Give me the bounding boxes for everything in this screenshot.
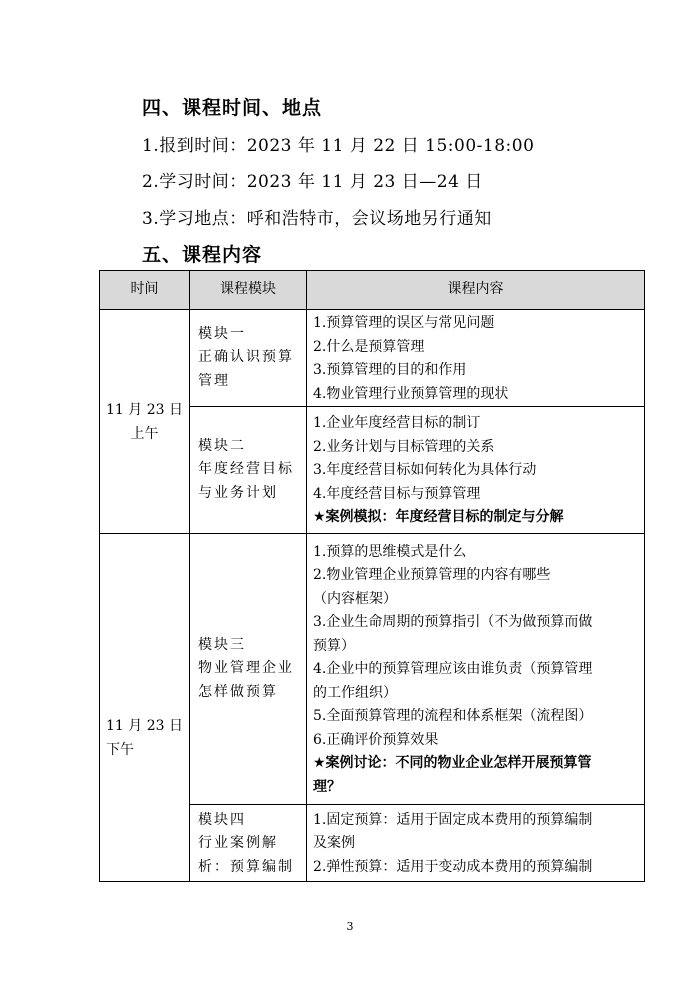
content-cell-3 (307, 534, 645, 805)
module-cell-2 (190, 407, 307, 534)
module-cell-3 (190, 534, 307, 805)
time-period: 上午 (130, 425, 159, 442)
table-row (100, 310, 645, 407)
header-module: 课程模块 (190, 271, 307, 310)
content-item: 1.企业年度经营目标的制订 (313, 415, 481, 432)
module-name-line: 正确认识预算 (198, 349, 294, 366)
header-time: 时间 (100, 271, 190, 310)
module-name-line: 行业案例解 (198, 835, 278, 852)
content-cell-4 (307, 805, 645, 882)
schedule-item-checkin: 1.报到时间：2023 年 11 月 22 日 15:00-18:00 (142, 136, 535, 156)
content-item: 2.物业管理企业预算管理的内容有哪些 (313, 567, 551, 584)
module-cell-4 (190, 805, 307, 882)
content-item: 1.预算的思维模式是什么 (313, 543, 467, 560)
module-name-line: 析：预算编制 (198, 858, 294, 875)
content-item: 2.业务计划与目标管理的关系 (313, 438, 495, 455)
content-item: 的工作组织） (313, 684, 397, 701)
content-item: （内容框架） (313, 590, 397, 607)
module-name-line: 年度经营目标 (198, 461, 294, 478)
section-heading-schedule: 四、课程时间、地点 (142, 97, 323, 119)
module-title: 模块三 (198, 636, 246, 653)
case-highlight-continued: 理？ (313, 778, 341, 795)
course-table (99, 270, 645, 882)
time-period: 下午 (106, 741, 134, 758)
time-cell-afternoon (100, 534, 190, 882)
content-item: 1.预算管理的误区与常见问题 (313, 315, 495, 331)
case-highlight: ★案例讨论：不同的物业企业怎样开展预算管 (313, 755, 592, 772)
schedule-item-study-time: 2.学习时间：2023 年 11 月 23 日—24 日 (142, 172, 483, 192)
time-cell-morning (100, 310, 190, 534)
content-item: 1.固定预算：适用于固定成本费用的预算编制 (313, 811, 593, 828)
content-cell-2 (307, 407, 645, 534)
content-item: 4.年度经营目标与预算管理 (313, 485, 481, 502)
module-title: 模块一 (198, 325, 246, 342)
content-item: 3.年度经营目标如何转化为具体行动 (313, 462, 537, 479)
content-item: 4.企业中的预算管理应该由谁负责（预算管理 (313, 661, 593, 678)
time-date: 11 月 23 日 (106, 401, 183, 418)
content-item: 2.弹性预算：适用于变动成本费用的预算编制 (313, 858, 593, 875)
content-item: 3.预算管理的目的和作用 (313, 362, 467, 378)
table-header-row (100, 271, 645, 310)
page-number: 3 (346, 920, 354, 933)
module-name-line: 怎样做预算 (198, 683, 278, 700)
time-date: 11 月 23 日 (106, 717, 183, 734)
content-item: 4.物业管理行业预算管理的现状 (313, 385, 509, 402)
content-item: 6.正确评价预算效果 (313, 731, 439, 748)
content-item: 预算） (313, 637, 355, 654)
table-row (100, 534, 645, 805)
module-cell-1 (190, 310, 307, 407)
module-name-line: 物业管理企业 (198, 660, 294, 677)
module-name-line: 管理 (198, 372, 230, 389)
module-title: 模块四 (198, 811, 246, 828)
content-cell-1 (307, 310, 645, 407)
module-name-line: 与业务计划 (198, 484, 278, 501)
schedule-item-location: 3.学习地点：呼和浩特市，会议场地另行通知 (142, 209, 492, 229)
content-item: 2.什么是预算管理 (313, 338, 425, 355)
module-title: 模块二 (198, 437, 246, 454)
section-heading-content: 五、课程内容 (142, 244, 263, 266)
header-content: 课程内容 (307, 271, 645, 310)
content-item: 3.企业生命周期的预算指引（不为做预算而做 (313, 614, 593, 631)
case-highlight: ★案例模拟：年度经营目标的制定与分解 (313, 509, 564, 526)
content-item: 5.全面预算管理的流程和体系框架（流程图） (313, 708, 593, 725)
content-item: 及案例 (313, 835, 355, 852)
